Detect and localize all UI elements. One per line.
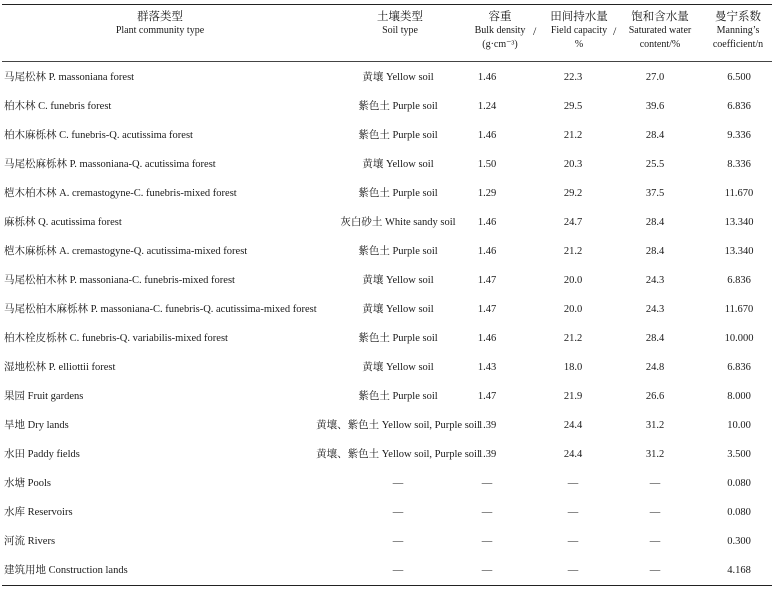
manning-coefficient-cell: 0.300 bbox=[727, 536, 751, 547]
soil-type-cell: 黄壤、紫色土 Yellow soil, Purple soil bbox=[316, 420, 480, 431]
table-row bbox=[0, 158, 775, 187]
header-community-zh: 群落类型 bbox=[137, 11, 183, 23]
bulk-density-cell: 1.50 bbox=[477, 159, 497, 170]
bulk-density-cell: 1.47 bbox=[477, 391, 497, 402]
community-cell: 麻栎林 Q. acutissima forest bbox=[4, 217, 122, 228]
saturated-water-cell: — bbox=[649, 536, 661, 547]
saturated-water-cell: 26.6 bbox=[645, 391, 665, 402]
community-cell: 马尾松柏木林 P. massoniana-C. funebris-mixed forest bbox=[4, 275, 235, 286]
field-capacity-cell: — bbox=[567, 536, 579, 547]
field-capacity-cell: 29.2 bbox=[563, 188, 583, 199]
bulk-density-cell: 1.47 bbox=[477, 304, 497, 315]
top-rule bbox=[2, 4, 772, 5]
header-sat-en2: content/% bbox=[639, 39, 681, 50]
header-community-en: Plant community type bbox=[115, 25, 205, 36]
header-sat-zh: 饱和含水量 bbox=[631, 11, 689, 23]
table-row bbox=[0, 71, 775, 100]
saturated-water-cell: — bbox=[649, 565, 661, 576]
bulk-density-cell: — bbox=[481, 478, 493, 489]
manning-coefficient-cell: 11.670 bbox=[724, 188, 754, 199]
table-row bbox=[0, 274, 775, 303]
field-capacity-cell: 21.2 bbox=[563, 246, 583, 257]
header-soil-en: Soil type bbox=[382, 25, 418, 36]
manning-coefficient-cell: 10.00 bbox=[727, 420, 751, 431]
soil-type-cell: 黄壤 Yellow soil bbox=[362, 72, 434, 83]
manning-coefficient-cell: 6.836 bbox=[727, 275, 751, 286]
soil-type-cell: 灰白砂土 White sandy soil bbox=[340, 217, 456, 228]
table-row bbox=[0, 332, 775, 361]
field-capacity-cell: — bbox=[567, 565, 579, 576]
community-cell: 水塘 Pools bbox=[4, 478, 51, 489]
header-manning-en2: coefficient/n bbox=[712, 39, 764, 50]
community-cell: 湿地松林 P. elliottii forest bbox=[4, 362, 116, 373]
table-row bbox=[0, 564, 775, 593]
bulk-density-cell: 1.46 bbox=[477, 246, 497, 257]
table-row bbox=[0, 448, 775, 477]
table-row bbox=[0, 187, 775, 216]
community-cell: 桤木麻栎林 A. cremastogyne-Q. acutissima-mixed forest bbox=[4, 246, 248, 257]
bulk-density-cell: — bbox=[481, 507, 493, 518]
soil-type-cell: 黄壤 Yellow soil bbox=[362, 362, 434, 373]
table-row bbox=[0, 100, 775, 129]
manning-coefficient-cell: 13.340 bbox=[724, 217, 754, 228]
header-field-en: Field capacity bbox=[550, 25, 608, 36]
community-cell: 柏木麻栎林 C. funebris-Q. acutissima forest bbox=[4, 130, 193, 141]
table-row bbox=[0, 216, 775, 245]
soil-type-cell: 黄壤 Yellow soil bbox=[362, 304, 434, 315]
header-sat bbox=[620, 10, 700, 52]
bulk-density-cell: 1.39 bbox=[477, 420, 497, 431]
header-community bbox=[60, 10, 260, 38]
soil-type-cell: — bbox=[392, 536, 404, 547]
field-capacity-cell: — bbox=[567, 478, 579, 489]
saturated-water-cell: 37.5 bbox=[645, 188, 665, 199]
saturated-water-cell: 39.6 bbox=[645, 101, 665, 112]
bulk-density-cell: — bbox=[481, 536, 493, 547]
bulk-density-cell: 1.47 bbox=[477, 275, 497, 286]
bulk-density-cell: 1.46 bbox=[477, 130, 497, 141]
community-cell: 建筑用地 Construction lands bbox=[4, 565, 128, 576]
bottom-rule bbox=[2, 585, 772, 586]
table-row bbox=[0, 129, 775, 158]
header-manning-en1: Manning’s bbox=[716, 25, 760, 36]
header-sat-en1: Saturated water bbox=[628, 25, 692, 36]
bulk-density-cell: 1.39 bbox=[477, 449, 497, 460]
manning-coefficient-cell: 9.336 bbox=[727, 130, 751, 141]
header-rule bbox=[2, 61, 772, 62]
soil-type-cell: 紫色土 Purple soil bbox=[358, 333, 438, 344]
saturated-water-cell: 28.4 bbox=[645, 333, 665, 344]
saturated-water-cell: 28.4 bbox=[645, 246, 665, 257]
header-bulk-unit: (g·cm⁻³) bbox=[482, 39, 518, 50]
table-row bbox=[0, 535, 775, 564]
manning-coefficient-cell: 0.080 bbox=[727, 478, 751, 489]
table-row bbox=[0, 419, 775, 448]
header-bulk bbox=[470, 10, 530, 52]
saturated-water-cell: 27.0 bbox=[645, 72, 665, 83]
soil-type-cell: 紫色土 Purple soil bbox=[358, 130, 438, 141]
field-capacity-cell: 22.3 bbox=[563, 72, 583, 83]
field-capacity-cell: 24.7 bbox=[563, 217, 583, 228]
soil-type-cell: 紫色土 Purple soil bbox=[358, 101, 438, 112]
saturated-water-cell: 31.2 bbox=[645, 420, 665, 431]
saturated-water-cell: — bbox=[649, 478, 661, 489]
table-row bbox=[0, 506, 775, 535]
soil-type-cell: 紫色土 Purple soil bbox=[358, 188, 438, 199]
bulk-density-cell: 1.24 bbox=[477, 101, 497, 112]
header-field bbox=[544, 10, 617, 52]
manning-coefficient-cell: 11.670 bbox=[724, 304, 754, 315]
manning-coefficient-cell: 0.080 bbox=[727, 507, 751, 518]
header-bulk-slash: / bbox=[533, 24, 537, 38]
manning-coefficient-cell: 4.168 bbox=[727, 565, 751, 576]
field-capacity-cell: 21.2 bbox=[563, 333, 583, 344]
header-field-zh: 田间持水量 bbox=[550, 11, 608, 23]
saturated-water-cell: 24.8 bbox=[645, 362, 665, 373]
saturated-water-cell: 24.3 bbox=[645, 304, 665, 315]
community-cell: 马尾松麻栎林 P. massoniana-Q. acutissima forest bbox=[4, 159, 216, 170]
header-bulk-en: Bulk density bbox=[474, 25, 526, 36]
community-cell: 桤木柏木林 A. cremastogyne-C. funebris-mixed forest bbox=[4, 188, 237, 199]
community-cell: 柏木林 C. funebris forest bbox=[4, 101, 112, 112]
header-soil-zh: 土壤类型 bbox=[377, 11, 423, 23]
table-row bbox=[0, 303, 775, 332]
saturated-water-cell: 24.3 bbox=[645, 275, 665, 286]
field-capacity-cell: — bbox=[567, 507, 579, 518]
bulk-density-cell: 1.43 bbox=[477, 362, 497, 373]
community-cell: 水田 Paddy fields bbox=[4, 449, 80, 460]
saturated-water-cell: 25.5 bbox=[645, 159, 665, 170]
field-capacity-cell: 20.3 bbox=[563, 159, 583, 170]
community-cell: 水库 Reservoirs bbox=[4, 507, 73, 518]
table-row bbox=[0, 390, 775, 419]
saturated-water-cell: 28.4 bbox=[645, 217, 665, 228]
bulk-density-cell: 1.46 bbox=[477, 72, 497, 83]
field-capacity-cell: 29.5 bbox=[563, 101, 583, 112]
header-field-unit: % bbox=[574, 39, 584, 50]
manning-coefficient-cell: 8.000 bbox=[727, 391, 751, 402]
bulk-density-cell: 1.46 bbox=[477, 217, 497, 228]
manning-coefficient-cell: 6.836 bbox=[727, 101, 751, 112]
soil-type-cell: — bbox=[392, 507, 404, 518]
soil-type-cell: 黄壤 Yellow soil bbox=[362, 159, 434, 170]
saturated-water-cell: — bbox=[649, 507, 661, 518]
manning-coefficient-cell: 6.500 bbox=[727, 72, 751, 83]
field-capacity-cell: 24.4 bbox=[563, 420, 583, 431]
bulk-density-cell: — bbox=[481, 565, 493, 576]
header-bulk-zh: 容重 bbox=[488, 11, 512, 23]
field-capacity-cell: 21.9 bbox=[563, 391, 583, 402]
header-manning bbox=[704, 10, 772, 52]
community-cell: 马尾松林 P. massoniana forest bbox=[4, 72, 135, 83]
soil-type-cell: 紫色土 Purple soil bbox=[358, 391, 438, 402]
header-manning-zh: 曼宁系数 bbox=[715, 11, 761, 23]
bulk-density-cell: 1.46 bbox=[477, 333, 497, 344]
table-row bbox=[0, 361, 775, 390]
community-cell: 河流 Rivers bbox=[4, 536, 56, 547]
header-field-slash: / bbox=[613, 24, 617, 38]
bulk-density-cell: 1.29 bbox=[477, 188, 497, 199]
table-row bbox=[0, 245, 775, 274]
manning-coefficient-cell: 6.836 bbox=[727, 362, 751, 373]
field-capacity-cell: 24.4 bbox=[563, 449, 583, 460]
manning-coefficient-cell: 3.500 bbox=[727, 449, 751, 460]
header-soil bbox=[340, 10, 460, 38]
soil-type-cell: — bbox=[392, 565, 404, 576]
community-cell: 马尾松柏木麻栎林 P. massoniana-C. funebris-Q. acutissima-mixed forest bbox=[4, 304, 317, 315]
community-cell: 旱地 Dry lands bbox=[4, 420, 69, 431]
soil-type-cell: — bbox=[392, 478, 404, 489]
field-capacity-cell: 20.0 bbox=[563, 304, 583, 315]
field-capacity-cell: 18.0 bbox=[563, 362, 583, 373]
manning-coefficient-cell: 8.336 bbox=[727, 159, 751, 170]
field-capacity-cell: 20.0 bbox=[563, 275, 583, 286]
saturated-water-cell: 28.4 bbox=[645, 130, 665, 141]
soil-type-cell: 黄壤 Yellow soil bbox=[362, 275, 434, 286]
community-cell: 柏木栓皮栎林 C. funebris-Q. variabilis-mixed forest bbox=[4, 333, 228, 344]
community-cell: 果园 Fruit gardens bbox=[4, 391, 84, 402]
manning-coefficient-cell: 13.340 bbox=[724, 246, 754, 257]
saturated-water-cell: 31.2 bbox=[645, 449, 665, 460]
soil-type-cell: 黄壤、紫色土 Yellow soil, Purple soil bbox=[316, 449, 480, 460]
manning-coefficient-cell: 10.000 bbox=[724, 333, 754, 344]
soil-type-cell: 紫色土 Purple soil bbox=[358, 246, 438, 257]
field-capacity-cell: 21.2 bbox=[563, 130, 583, 141]
table-row bbox=[0, 477, 775, 506]
